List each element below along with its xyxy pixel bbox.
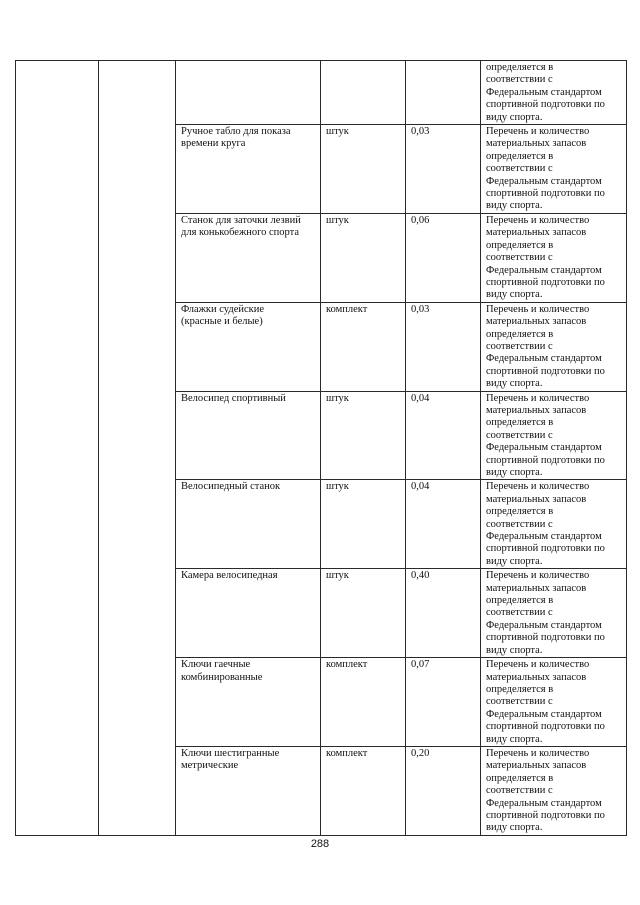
unit-cell: штук xyxy=(321,480,406,569)
item-name-cell: Велосипед спортивный xyxy=(176,391,321,480)
quantity-cell: 0,40 xyxy=(406,569,481,658)
unit-cell: комплект xyxy=(321,658,406,747)
quantity-cell: 0,04 xyxy=(406,391,481,480)
unit-cell: комплект xyxy=(321,746,406,835)
item-name-cell: Флажки судейские (красные и белые) xyxy=(176,302,321,391)
quantity-cell: 0,04 xyxy=(406,480,481,569)
note-cell: Перечень и количество материальных запасов определяется в соответствии с Федеральным стандартом спортивной подготовки по виду спорта. xyxy=(481,302,627,391)
table-row xyxy=(16,61,627,125)
note-cell: определяется в соответствии с Федеральным стандартом спортивной подготовки по виду спорта. xyxy=(481,61,627,125)
materials-table xyxy=(15,60,627,836)
item-name-cell xyxy=(176,61,321,125)
item-name-cell: Станок для заточки лезвий для конькобежного спорта xyxy=(176,213,321,302)
note-cell: Перечень и количество материальных запасов определяется в соответствии с Федеральным стандартом спортивной подготовки по виду спорта. xyxy=(481,480,627,569)
quantity-cell: 0,06 xyxy=(406,213,481,302)
note-cell: Перечень и количество материальных запасов определяется в соответствии с Федеральным стандартом спортивной подготовки по виду спорта. xyxy=(481,213,627,302)
item-name-cell: Ключи гаечные комбинированные xyxy=(176,658,321,747)
item-name-cell: Ключи шестигранные метрические xyxy=(176,746,321,835)
quantity-cell: 0,03 xyxy=(406,125,481,214)
merged-cell-col1 xyxy=(16,61,99,836)
note-cell: Перечень и количество материальных запасов определяется в соответствии с Федеральным стандартом спортивной подготовки по виду спорта. xyxy=(481,391,627,480)
quantity-cell xyxy=(406,61,481,125)
note-cell: Перечень и количество материальных запасов определяется в соответствии с Федеральным стандартом спортивной подготовки по виду спорта. xyxy=(481,658,627,747)
page-number: 288 xyxy=(310,838,330,850)
unit-cell: штук xyxy=(321,213,406,302)
note-cell: Перечень и количество материальных запасов определяется в соответствии с Федеральным стандартом спортивной подготовки по виду спорта. xyxy=(481,569,627,658)
note-cell: Перечень и количество материальных запасов определяется в соответствии с Федеральным стандартом спортивной подготовки по виду спорта. xyxy=(481,746,627,835)
unit-cell: штук xyxy=(321,125,406,214)
unit-cell: комплект xyxy=(321,302,406,391)
item-name-cell: Ручное табло для показа времени круга xyxy=(176,125,321,214)
item-name-cell: Велосипедный станок xyxy=(176,480,321,569)
quantity-cell: 0,20 xyxy=(406,746,481,835)
unit-cell: штук xyxy=(321,391,406,480)
materials-table-body xyxy=(16,61,627,836)
quantity-cell: 0,03 xyxy=(406,302,481,391)
note-cell: Перечень и количество материальных запасов определяется в соответствии с Федеральным стандартом спортивной подготовки по виду спорта. xyxy=(481,125,627,214)
quantity-cell: 0,07 xyxy=(406,658,481,747)
merged-cell-col2 xyxy=(99,61,176,836)
unit-cell: штук xyxy=(321,569,406,658)
unit-cell xyxy=(321,61,406,125)
item-name-cell: Камера велосипедная xyxy=(176,569,321,658)
